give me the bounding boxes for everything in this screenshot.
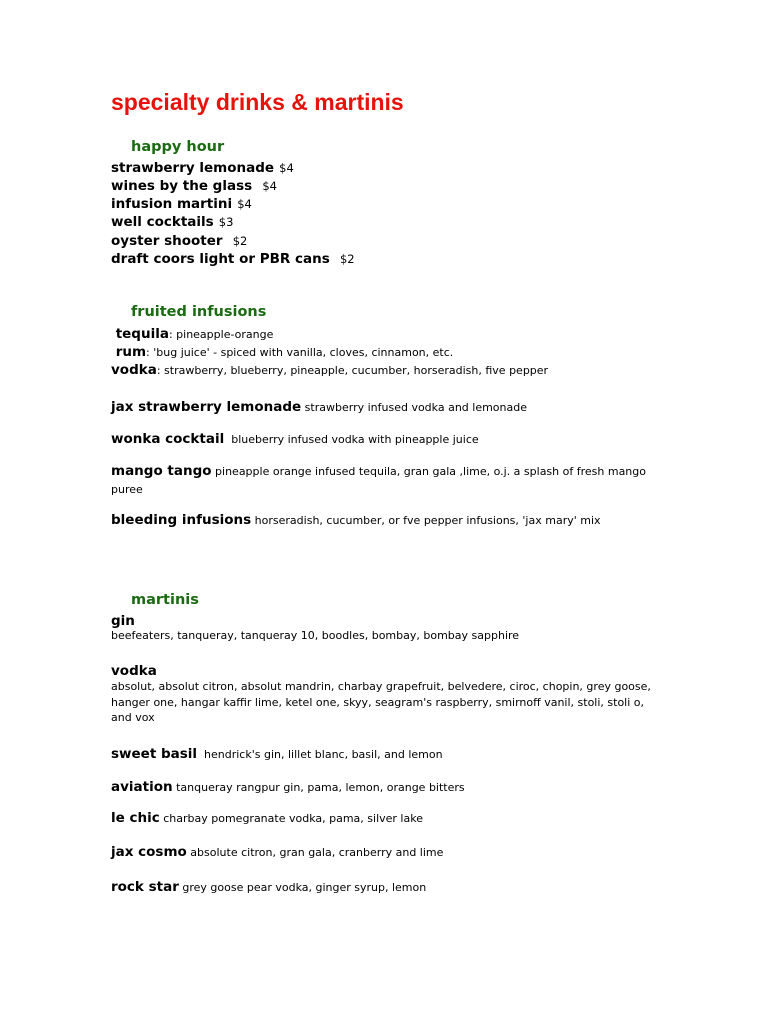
category-name: gin xyxy=(111,613,135,629)
drink-desc: grey goose pear vodka, ginger syrup, lemon xyxy=(178,881,427,894)
happy-hour-item xyxy=(111,176,277,195)
drink-item xyxy=(111,744,443,764)
drink-item xyxy=(111,397,527,417)
gin-list: beefeaters, tanqueray, tanqueray 10, boodles, bombay, bombay sapphire xyxy=(111,629,520,642)
drink-item xyxy=(111,842,443,862)
drink-desc-continued: puree xyxy=(111,483,143,496)
item-name: oyster shooter xyxy=(111,233,223,249)
item-price: $2 xyxy=(339,252,355,266)
drink-desc: absolute citron, gran gala, cranberry and lime xyxy=(186,846,444,859)
drink-desc: tanqueray rangpur gin, pama, lemon, orange bitters xyxy=(172,781,465,794)
base-desc: : pineapple-orange xyxy=(168,328,274,341)
item-price: $3 xyxy=(218,215,234,229)
item-price: $4 xyxy=(262,179,277,193)
item-name: draft coors light or PBR cans xyxy=(111,251,330,267)
drink-desc: blueberry infused vodka with pineapple juice xyxy=(224,433,479,446)
happy-hour-heading: happy hour xyxy=(131,139,225,155)
fruited-infusions-heading: fruited infusions xyxy=(131,304,267,320)
martini-category xyxy=(111,661,157,680)
drink-item xyxy=(111,510,601,530)
drink-name: le chic xyxy=(111,810,160,826)
base-desc: : strawberry, blueberry, pineapple, cucumber, horseradish, five pepper xyxy=(156,364,549,377)
drink-name: wonka cocktail xyxy=(111,431,225,447)
base-name: tequila xyxy=(111,326,169,342)
item-price: $2 xyxy=(232,234,248,248)
drink-name: jax cosmo xyxy=(111,844,187,860)
drink-item xyxy=(111,461,646,481)
drink-name: sweet basil xyxy=(111,746,198,762)
martinis-heading: martinis xyxy=(131,592,199,608)
drink-name: rock star xyxy=(111,879,179,895)
infusion-base xyxy=(111,324,273,344)
base-name: vodka xyxy=(111,362,157,378)
infusion-base xyxy=(111,342,453,362)
happy-hour-item xyxy=(111,194,252,213)
base-desc: : 'bug juice' - spiced with vanilla, cloves, cinnamon, etc. xyxy=(146,346,454,359)
base-name: rum xyxy=(111,344,147,360)
category-name: vodka xyxy=(111,663,157,679)
drink-item xyxy=(111,777,465,797)
drink-desc: strawberry infused vodka and lemonade xyxy=(301,401,528,414)
happy-hour-item xyxy=(111,231,247,250)
item-price: $4 xyxy=(279,161,294,175)
page-title: specialty drinks & martinis xyxy=(111,89,404,115)
item-name: infusion martini xyxy=(111,196,233,212)
drink-item xyxy=(111,877,426,897)
drink-desc: hendrick's gin, lillet blanc, basil, and lemon xyxy=(197,748,443,761)
drink-name: aviation xyxy=(111,779,173,795)
drink-name: bleeding infusions xyxy=(111,512,252,528)
item-name: well cocktails xyxy=(111,214,214,230)
drink-desc: charbay pomegranate vodka, pama, silver lake xyxy=(159,812,423,825)
vodka-list: absolut, absolut citron, absolut mandrin, charbay grapefruit, belvedere, ciroc, chopin, grey goose, hanger one, hangar kaffir lime, ketel one, skyy, seagram's raspberry, smirnoff vanil, stoli, stoli o, and vox xyxy=(111,680,651,724)
item-name: strawberry lemonade xyxy=(111,160,275,176)
happy-hour-item xyxy=(111,212,233,231)
item-name: wines by the glass xyxy=(111,178,253,194)
drink-item xyxy=(111,808,423,828)
happy-hour-item xyxy=(111,249,355,268)
drink-name: jax strawberry lemonade xyxy=(111,399,302,415)
drink-desc: pineapple orange infused tequila, gran gala ,lime, o.j. a splash of fresh mango xyxy=(211,465,646,478)
infusion-base xyxy=(111,360,548,380)
drink-name: mango tango xyxy=(111,463,212,479)
drink-item xyxy=(111,429,479,449)
happy-hour-item xyxy=(111,158,294,177)
item-price: $4 xyxy=(237,197,252,211)
drink-desc: horseradish, cucumber, or fve pepper infusions, 'jax mary' mix xyxy=(251,514,601,527)
